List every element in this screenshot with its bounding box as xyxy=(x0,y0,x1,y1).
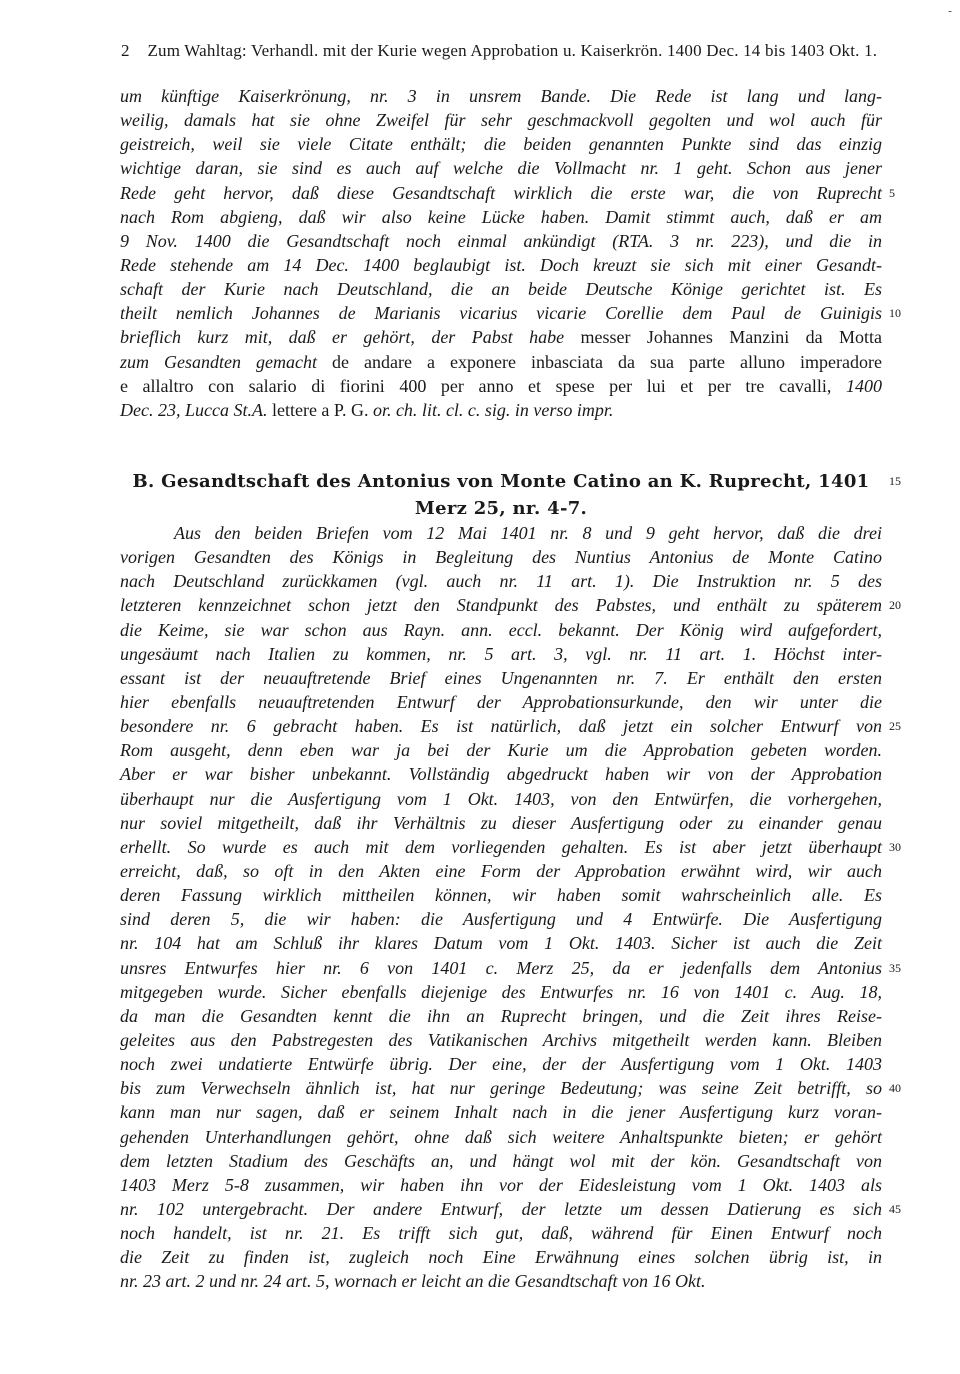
text-line xyxy=(120,156,882,180)
text-line xyxy=(120,1028,882,1052)
text-line xyxy=(120,545,882,569)
text-line xyxy=(120,374,882,398)
text-line xyxy=(120,956,882,980)
line-text: 1403 Merz 5-8 zusammen, wir haben ihn vor der Eidesleistung vom 1 Okt. 1403 als xyxy=(120,1174,882,1195)
text-line xyxy=(120,325,882,349)
line-text: noch zwei undatierte Entwürfe übrig. Der eine, der der Ausfertigung vom 1 Okt. 1403 xyxy=(120,1054,882,1075)
line-text-roman: e allaltro con salario di fiorini 400 per anno et spese per lui et per tre cavalli, xyxy=(120,375,846,396)
line-text: letzteren kennzeichnet schon jetzt den Standpunkt des Pabstes, und enthält zu späterem xyxy=(120,595,882,616)
text-line xyxy=(120,84,882,108)
text-line xyxy=(120,398,882,422)
line-number: 40 xyxy=(889,1081,901,1096)
line-text: geistreich, weil sie viele Citate enthält; die beiden genannten Punkte sind das einzig xyxy=(120,134,882,155)
text-line xyxy=(120,762,882,786)
text-line xyxy=(120,1245,882,1269)
text-line xyxy=(120,1004,882,1028)
line-text-italic: or. ch. lit. cl. c. sig. in verso impr. xyxy=(372,399,614,420)
text-line xyxy=(120,1149,882,1173)
line-text: Aus den beiden Briefen vom 12 Mai 1401 nr. 8 und 9 geht hervor, daß die drei xyxy=(174,523,882,543)
line-text: nach Rom abgieng, daß wir also keine Lücke haben. Damit stimmt auch, daß er am xyxy=(120,206,882,227)
text-line xyxy=(120,1269,882,1293)
text-line xyxy=(120,229,882,253)
line-text: deren Fassung wirklich mittheilen können, wir haben somit wahrscheinlich alle. Es xyxy=(120,885,882,906)
text-line xyxy=(120,569,882,593)
line-text: die Zeit zu finden ist, zugleich noch Eine Erwähnung eines solchen übrig ist, in xyxy=(120,1247,882,1268)
text-line xyxy=(120,181,882,205)
line-text: Rede stehende am 14 Dec. 1400 beglaubigt ist. Doch kreuzt sie sich mit einer Gesandt- xyxy=(120,254,882,275)
text-line xyxy=(120,108,882,132)
line-text: nur soviel mitgetheilt, daß ihr Verhältnis zu dieser Ausfertigung oder zu einander genau xyxy=(120,812,882,833)
line-text: unsres Entwurfes hier nr. 6 von 1401 c. Merz 25, da er jedenfalls dem Antonius xyxy=(120,957,882,978)
line-text: um künftige Kaiserkrönung, nr. 3 in unsrem Bande. Die Rede ist lang und lang- xyxy=(120,86,882,106)
text-line xyxy=(120,1221,882,1245)
text-line xyxy=(120,1173,882,1197)
line-number: 45 xyxy=(889,1202,901,1217)
line-text: nr. 102 untergebracht. Der andere Entwurf, der letzte um dessen Datierung es sich xyxy=(120,1198,882,1219)
text-line xyxy=(120,931,882,955)
line-text: schaft der Kurie nach Deutschland, die an beide Deutsche Könige gerichtet ist. Es xyxy=(120,279,882,300)
text-line xyxy=(120,301,882,325)
text-line xyxy=(120,642,882,666)
line-number: 30 xyxy=(889,839,901,854)
line-text: überhaupt nur die Ausfertigung vom 1 Okt. 1403, von den Entwürfen, die vorhergehen, xyxy=(120,788,882,809)
text-line xyxy=(120,1052,882,1076)
text-line xyxy=(120,859,882,883)
corner-mark: - xyxy=(947,4,952,18)
running-header xyxy=(121,40,881,62)
line-text: gehenden Unterhandlungen gehört, ohne daß sich weitere Anhaltspunkte bieten; er gehört xyxy=(120,1126,882,1147)
text-line xyxy=(120,714,882,738)
line-text: da man die Gesandten kennt die ihn an Ruprecht bringen, und die Zeit ihres Reise- xyxy=(120,1005,882,1026)
line-text-roman: lettere a P. G. xyxy=(267,399,373,420)
line-text: hier ebenfalls neuauftretenden Entwurf der Approbationsurkunde, den wir unter die xyxy=(120,691,882,712)
text-line xyxy=(120,811,882,835)
text-line xyxy=(120,253,882,277)
text-line xyxy=(120,666,882,690)
line-text: Dec. 23, Lucca St.A. xyxy=(120,399,268,420)
text-line xyxy=(120,738,882,762)
text-line xyxy=(120,883,882,907)
line-number: 10 xyxy=(889,306,901,321)
text-line xyxy=(120,132,882,156)
line-text: mitgegeben wurde. Sicher ebenfalls diejenige des Entwurfes nr. 16 von 1401 c. Aug. 18, xyxy=(120,981,882,1002)
line-text: die Keime, sie war schon aus Rayn. ann. eccl. bekannt. Der König wird aufgefordert, xyxy=(120,619,882,640)
text-line xyxy=(120,835,882,859)
line-text: theilt nemlich Johannes de Marianis vicarius vicarie Corellie dem Paul de Guinigis xyxy=(120,303,882,324)
line-text-italic: 1400 xyxy=(846,375,882,396)
text-line xyxy=(120,787,882,811)
heading-margin-number: 15 xyxy=(889,474,901,488)
line-text: sind deren 5, die wir haben: die Ausfertigung und 4 Entwürfe. Die Ausfertigung xyxy=(120,909,882,930)
running-title: Zum Wahltag: Verhandl. mit der Kurie wegen Approbation u. Kaiserkrön. 1400 Dec. 14 bis 1403 Okt. 1. xyxy=(147,41,878,60)
section-heading xyxy=(120,468,882,522)
text-line xyxy=(120,618,882,642)
line-text: Aber er war bisher unbekannt. Vollständig abgedruckt haben wir von der Approbation xyxy=(120,764,882,785)
line-text: brieflich kurz mit, daß er gehört, der Pabst habe xyxy=(120,327,565,348)
intro-paragraph xyxy=(120,84,882,422)
text-line xyxy=(120,1076,882,1100)
page-number: 2 xyxy=(121,41,130,60)
line-text: 9 Nov. 1400 die Gesandtschaft noch einmal ankündigt (RTA. 3 nr. 223), und die in xyxy=(120,230,882,251)
text-line xyxy=(120,1125,882,1149)
section-heading-line-1: B. Gesandtschaft des Antonius von Monte Catino an K. Ruprecht, 1401 xyxy=(132,471,870,492)
text-line xyxy=(120,521,882,545)
text-line xyxy=(120,907,882,931)
text-line xyxy=(120,205,882,229)
line-text: erhellt. So wurde es auch mit dem vorliegenden gehalten. Es ist aber jetzt überhaupt xyxy=(120,836,882,857)
line-text: erreicht, daß, so oft in den Akten eine Form der Approbation erwähnt wird, wir auch xyxy=(120,860,882,881)
line-text: kann man nur sagen, daß er seinem Inhalt nach in die jener Ausfertigung kurz voran- xyxy=(120,1102,882,1123)
line-text: bis zum Verwechseln ähnlich ist, hat nur geringe Bedeutung; was seine Zeit betrifft, so xyxy=(120,1078,882,1099)
text-line xyxy=(120,690,882,714)
line-text: wichtige daran, sie sind es auch auf welche die Vollmacht nr. 1 geht. Schon aus jener xyxy=(120,158,882,179)
line-text: besondere nr. 6 gebracht haben. Es ist natürlich, daß jetzt ein solcher Entwurf von xyxy=(120,716,882,737)
line-text: Rom ausgeht, denn eben war ja bei der Kurie um die Approbation gebeten worden. xyxy=(120,740,882,761)
line-text-roman: messer Johannes Manzini da Motta xyxy=(564,327,882,348)
section-heading-line-2: Merz 25, nr. 4-7. xyxy=(414,498,588,519)
text-line xyxy=(120,350,882,374)
text-line xyxy=(120,277,882,301)
line-text: dem letzten Stadium des Geschäfts an, und hängt wol mit der kön. Gesandtschaft von xyxy=(120,1150,882,1171)
line-text: noch handelt, ist nr. 21. Es trifft sich gut, daß, während für Einen Entwurf noch xyxy=(120,1223,882,1244)
text-line xyxy=(120,1197,882,1221)
text-line xyxy=(120,593,882,617)
line-number: 25 xyxy=(889,719,901,734)
line-text: geleites aus den Pabstregesten des Vatikanischen Archivs mitgetheilt werden kann. Bleiben xyxy=(120,1029,882,1050)
line-text-roman: de andare a exponere inbasciata da sua parte alluno imperadore xyxy=(317,351,882,372)
line-number: 5 xyxy=(889,185,895,200)
line-number: 20 xyxy=(889,598,901,613)
text-line xyxy=(120,980,882,1004)
text-line xyxy=(120,1100,882,1124)
body-paragraph xyxy=(120,521,882,1294)
line-text: zum Gesandten gemacht xyxy=(120,351,318,372)
line-text: weilig, damals hat sie ohne Zweifel für sehr geschmackvoll gegolten und wol auch für xyxy=(120,110,882,131)
line-text: vorigen Gesandten des Königs in Begleitung des Nuntius Antonius de Monte Catino xyxy=(120,547,882,568)
line-text: nach Deutschland zurückkamen (vgl. auch nr. 11 art. 1). Die Instruktion nr. 5 des xyxy=(120,571,882,592)
line-text: nr. 104 hat am Schluß ihr klares Datum vom 1 Okt. 1403. Sicher ist auch die Zeit xyxy=(120,933,882,954)
line-number: 35 xyxy=(889,960,901,975)
line-text: nr. 23 art. 2 und nr. 24 art. 5, wornach er leicht an die Gesandtschaft von 16 Okt. xyxy=(120,1271,706,1292)
line-text: Rede geht hervor, daß diese Gesandtschaft wirklich die erste war, die von Ruprecht xyxy=(120,182,882,203)
line-text: ungesäumt nach Italien zu kommen, nr. 5 art. 3, vgl. nr. 11 art. 1. Höchst inter- xyxy=(120,643,882,664)
line-text: essant ist der neuauftretende Brief eines Ungenannten nr. 7. Er enthält den ersten xyxy=(120,667,882,688)
